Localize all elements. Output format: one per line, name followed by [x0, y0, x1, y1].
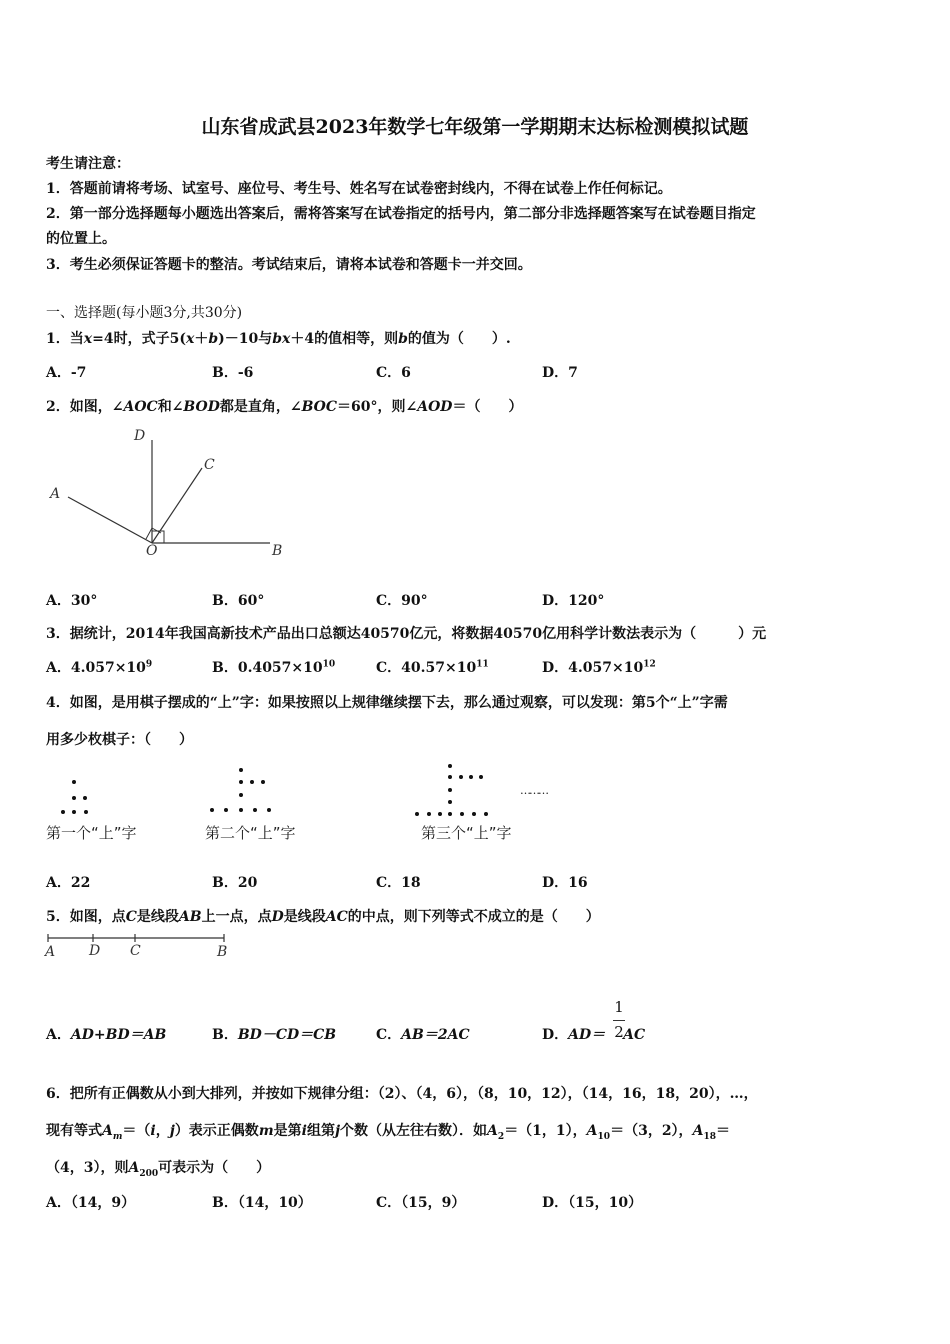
figure-caption-3: 第三个“上”字 — [421, 824, 512, 842]
chess-piece-dot — [484, 812, 488, 816]
chess-piece-dot — [469, 775, 473, 779]
section-heading: 一、选择题(每小题3分,共30分) — [46, 305, 243, 321]
q3-option-a: A．$4.057\times 10^9$ — [46, 659, 153, 676]
q5-option-a: A．AD+BD＝AB — [46, 1027, 167, 1043]
point-label-o: O — [146, 543, 158, 559]
fraction-numerator: 1 — [614, 998, 624, 1016]
chess-piece-dot — [448, 764, 452, 768]
q2-option-b: B．60° — [212, 593, 265, 609]
question-3: 3．据统计，2014年我国高新技术产品出口总额达40570亿元，将数据40570亿用科学计数法表示为（ ）元 — [46, 626, 767, 642]
q2-option-d: D．120° — [542, 593, 605, 609]
q4-option-c: C．18 — [376, 875, 421, 891]
chess-piece-dot — [84, 810, 88, 814]
segment-label-a: A — [45, 944, 56, 960]
chess-piece-dot — [72, 796, 76, 800]
point-label-c: C — [204, 457, 215, 473]
chess-piece-dot — [83, 796, 87, 800]
chess-piece-dot — [415, 812, 419, 816]
segment-label-b: B — [217, 944, 228, 960]
question-2: 2．如图，∠AOC和∠BOD都是直角，∠BOC＝60°，则∠AOD＝（ ） — [46, 399, 523, 415]
chess-piece-dot — [427, 812, 431, 816]
q3-option-c: C．$40.57\times 10^{11}$ — [376, 659, 489, 676]
figure-caption-1: 第一个“上”字 — [46, 824, 137, 842]
figure-ellipsis: ……… — [520, 784, 547, 797]
chess-piece-dot — [438, 812, 442, 816]
chess-piece-dot — [72, 780, 76, 784]
chess-piece-dot — [459, 775, 463, 779]
q2-option-a: A．30° — [46, 593, 98, 609]
chess-piece-dot — [72, 810, 76, 814]
chess-piece-dot — [460, 812, 464, 816]
chess-piece-dot — [472, 812, 476, 816]
chess-piece-dot — [448, 788, 452, 792]
question-5: 5．如图，点C是线段AB上一点，点D是线段AC的中点，则下列等式不成立的是（ ） — [46, 909, 600, 925]
chess-piece-dot — [210, 808, 214, 812]
chess-piece-dot — [253, 808, 257, 812]
notice-heading: 考生请注意： — [46, 156, 130, 172]
q1-option-d: D．7 — [542, 365, 578, 381]
q5-option-b: B．BD－CD＝CB — [212, 1027, 337, 1043]
q6-option-d: D．（15，10） — [542, 1195, 643, 1211]
question-4-line1: 4．如图，是用棋子摆成的“上”字：如果按照以上规律继续摆下去，那么通过观察，可以发现：第5个“上”字需 — [46, 695, 728, 711]
chess-piece-dot — [448, 800, 452, 804]
figure-caption-2: 第二个“上”字 — [205, 824, 296, 842]
chess-piece-dot — [267, 808, 271, 812]
question-6-line3: （4，3），则$A_{200}$可表示为（ ） — [46, 1160, 271, 1179]
question-6-line1: 6．把所有正偶数从小到大排列，并按如下规律分组：（2）、（4，6），（8，10，12），（14，16，18，20），…， — [46, 1086, 758, 1102]
fraction-bar — [613, 1020, 625, 1021]
chess-piece-dot — [479, 775, 483, 779]
q3-option-b: B．$0.4057\times 10^{10}$ — [212, 659, 336, 676]
question-4-line2: 用多少枚棋子：（ ） — [46, 732, 193, 748]
fraction-denominator: 2 — [614, 1023, 624, 1041]
point-label-a: A — [50, 486, 61, 502]
q5-option-d: D．AD＝ AC — [542, 1027, 646, 1043]
point-label-d: D — [134, 428, 146, 444]
segment-diagram — [44, 930, 244, 950]
notice-item: 1．答题前请将考场、试室号、座位号、考生号、姓名写在试卷密封线内，不得在试卷上作任何标记。 — [46, 181, 672, 197]
q4-option-d: D．16 — [542, 875, 588, 891]
q5-option-c: C．AB＝2AC — [376, 1027, 470, 1043]
ray-oa — [68, 497, 152, 543]
chess-piece-dot — [261, 780, 265, 784]
segment-label-c: C — [130, 943, 141, 959]
q6-option-b: B．（14，10） — [212, 1195, 312, 1211]
page-title: 山东省成武县2023年数学七年级第一学期期末达标检测模拟试题 — [201, 116, 749, 138]
chess-piece-dot — [448, 775, 452, 779]
chess-piece-dot — [239, 768, 243, 772]
q1-option-b: B．-6 — [212, 365, 254, 381]
chess-piece-dot — [61, 810, 65, 814]
notice-item: 的位置上。 — [46, 231, 116, 247]
chess-piece-dot — [239, 793, 243, 797]
q2-option-c: C．90° — [376, 593, 428, 609]
chess-piece-dot — [239, 808, 243, 812]
q6-option-c: C．（15，9） — [376, 1195, 466, 1211]
q3-option-d: D．$4.057\times 10^{12}$ — [542, 659, 656, 676]
question-1: 1．当x=4时，式子5(x＋b)－10与bx＋4的值相等，则b的值为（ ）. — [46, 331, 511, 347]
q6-option-a: A．（14，9） — [46, 1195, 136, 1211]
q1-option-c: C．6 — [376, 365, 411, 381]
notice-item: 2．第一部分选择题每小题选出答案后，需将答案写在试卷指定的括号内，第二部分非选择题答案写在试卷题目指定 — [46, 206, 756, 222]
point-label-b: B — [272, 543, 283, 559]
segment-label-d: D — [89, 943, 101, 959]
q4-option-b: B．20 — [212, 875, 258, 891]
chess-piece-dot — [224, 808, 228, 812]
q1-option-a: A．-7 — [46, 365, 87, 381]
chess-piece-dot — [448, 812, 452, 816]
question-6-line2: 现有等式$A_m=(i$，j）表示正偶数m是第i组第j个数（从左往右数）．如$A_2=(1$，1），$A_{10}=(3$，2），$A_{18}=$ — [46, 1123, 730, 1142]
q4-option-a: A．22 — [46, 875, 91, 891]
notice-item: 3．考生必须保证答题卡的整洁。考试结束后，请将本试卷和答题卡一并交回。 — [46, 257, 532, 273]
chess-piece-dot — [239, 780, 243, 784]
angle-diagram — [40, 420, 300, 570]
chess-piece-dot — [250, 780, 254, 784]
